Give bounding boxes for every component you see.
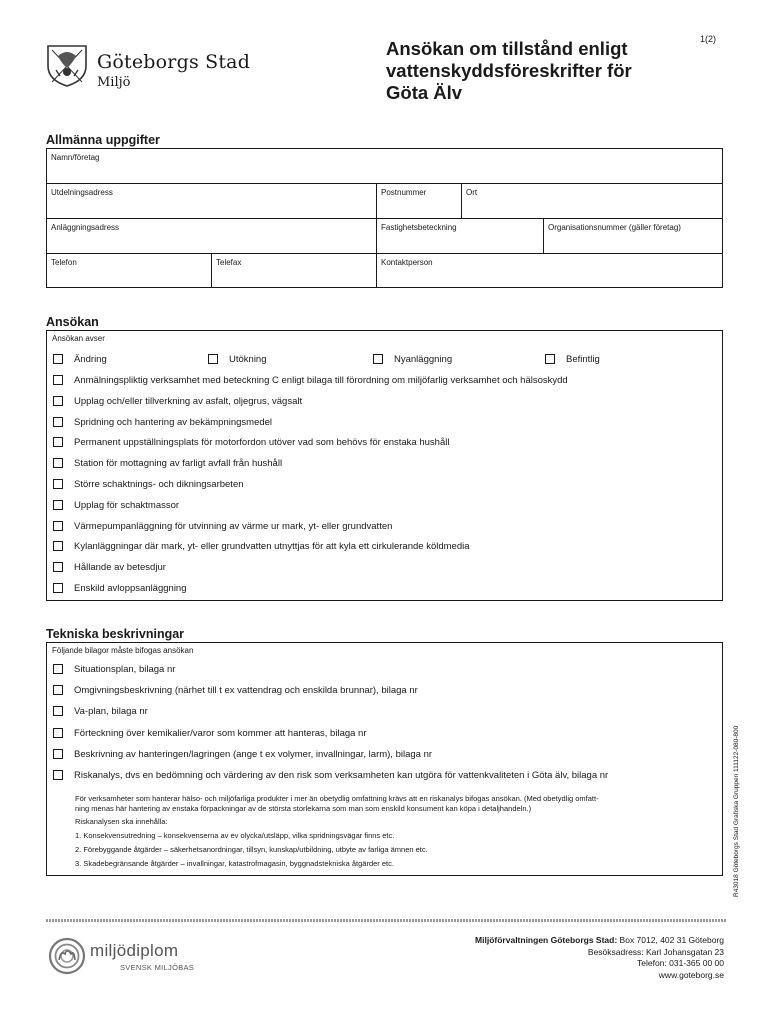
application-type-label: Befintlig	[566, 354, 600, 365]
footer-web[interactable]: www.goteborg.se	[658, 969, 724, 980]
activity-label: Enskild avloppsanläggning	[74, 583, 187, 594]
risk-analysis-note-line: 1. Konsekvensutredning – konsekvenserna av ev olycka/utsläpp, vilka spridningsvägar finns etc.	[75, 831, 395, 840]
postcode-field[interactable]	[376, 185, 461, 218]
general-section-heading: Allmänna uppgifter	[46, 133, 160, 147]
fax-field-label: Telefax	[216, 258, 242, 267]
miljodiplom-name: miljödiplom	[90, 941, 179, 960]
activity-label: Kylanläggningar där mark, yt- eller grundvatten utnyttjas för att kyla ett cirkulerande köldmedia	[74, 541, 470, 553]
address-field-label: Utdelningsadress	[51, 188, 113, 197]
activity-label: Anmälningspliktig verksamhet med beteckning C enligt bilaga till förordning om miljöfarlig verksamhet och hälsoskydd	[74, 375, 568, 386]
footer-phone: Telefon: 031-365 00 00	[637, 958, 724, 968]
activity-label: Värmepumpanläggning för utvinning av värme ur mark, yt- eller grundvatten	[74, 520, 393, 532]
activity-checkbox[interactable]	[53, 396, 63, 406]
risk-analysis-note-line: 3. Skadebegränsande åtgärder – invallningar, katastrofmagasin, byggnadstekniska åtgärder etc.	[75, 859, 394, 868]
facility-address-label: Anläggningsadress	[51, 223, 120, 232]
activity-checkbox[interactable]	[53, 458, 63, 468]
activity-checkbox[interactable]	[53, 375, 63, 385]
application-type-checkbox[interactable]	[545, 354, 555, 364]
attachment-label: Förteckning över kemikalier/varor som kommer att hanteras, bilaga nr	[74, 727, 367, 739]
city-field[interactable]	[461, 185, 723, 218]
name-field[interactable]	[46, 150, 723, 183]
activity-checkbox[interactable]	[53, 583, 63, 593]
address-field[interactable]	[46, 185, 376, 218]
activity-label: Spridning och hantering av bekämpningsmedel	[74, 416, 273, 428]
title-line-2: vattenskyddsföreskrifter för	[386, 60, 632, 81]
attachment-checkbox[interactable]	[53, 749, 63, 759]
activity-checkbox[interactable]	[53, 479, 63, 489]
attachment-checkbox[interactable]	[53, 706, 63, 716]
footer-contact	[475, 935, 724, 981]
activity-checkbox[interactable]	[53, 417, 63, 427]
attachment-label: Riskanalys, dvs en bedömning och värdering av den risk som verksamheten kan utgöra för vattenkvaliteten i Göta älv, bilaga nr	[74, 770, 609, 781]
attachment-label: Beskrivning av hanteringen/lagringen (ange t ex volymer, invallningar, larm), bilaga nr	[74, 748, 433, 760]
phone-field-label: Telefon	[51, 258, 77, 267]
attachment-label: Va-plan, bilaga nr	[74, 706, 148, 718]
attachment-label: Situationsplan, bilaga nr	[74, 664, 176, 675]
activity-checkbox[interactable]	[53, 437, 63, 447]
org-name: Göteborgs Stad	[97, 51, 251, 73]
attachment-checkbox[interactable]	[53, 664, 63, 674]
activity-checkbox[interactable]	[53, 541, 63, 551]
technical-hint: Följande bilagor måste bifogas ansökan	[52, 646, 194, 655]
org-number-label: Organisationsnummer (gäller företag)	[548, 223, 681, 232]
attachment-checkbox[interactable]	[53, 770, 63, 780]
technical-section-heading: Tekniska beskrivningar	[46, 627, 185, 641]
print-code: R43018 Göteborgs Stad Grafiska Gruppen 111122-080-800	[733, 725, 740, 897]
facility-address-field[interactable]	[46, 220, 376, 253]
activity-label: Större schaktnings- och dikningsarbeten	[74, 479, 244, 490]
document-title	[386, 38, 676, 104]
application-type-label: Utökning	[229, 354, 267, 365]
contact-field[interactable]	[376, 255, 723, 288]
goteborg-crest-logo	[44, 42, 90, 88]
name-field-label: Namn/företag	[51, 153, 100, 162]
page-number: 1(2)	[700, 34, 717, 44]
activity-checkbox[interactable]	[53, 500, 63, 510]
title-line-1: Ansökan om tillstånd enligt	[386, 38, 628, 59]
attachment-label: Omgivningsbeskrivning (närhet till t ex vattendrag och enskilda brunnar), bilaga nr	[74, 685, 418, 697]
activity-label: Permanent uppställningsplats för motorfordon utöver vad som behövs för enstaka hushåll	[74, 437, 450, 449]
application-type-label: Ändring	[74, 354, 107, 365]
activity-checkbox[interactable]	[53, 562, 63, 572]
attachment-checkbox[interactable]	[53, 685, 63, 695]
risk-analysis-note-line: Riskanalysen ska innehålla:	[75, 817, 168, 826]
property-field-label: Fastighetsbeteckning	[381, 223, 457, 232]
application-type-checkbox[interactable]	[208, 354, 218, 364]
activity-checkbox[interactable]	[53, 521, 63, 531]
city-field-label: Ort	[466, 188, 478, 197]
postcode-field-label: Postnummer	[381, 188, 427, 197]
activity-label: Upplag och/eller tillverkning av asfalt, oljegrus, vägsalt	[74, 395, 303, 407]
footer-postal-line	[475, 935, 724, 947]
org-number-field[interactable]	[543, 220, 723, 253]
miljodiplom-tagline: SVENSK MILJÖBAS	[120, 963, 195, 972]
application-type-checkbox[interactable]	[53, 354, 63, 364]
property-field[interactable]	[376, 220, 543, 253]
activity-label: Upplag för schaktmassor	[74, 499, 180, 511]
application-hint: Ansökan avser	[52, 334, 105, 343]
risk-analysis-note-line: För verksamheter som hanterar hälso- och miljöfarliga produkter i mer än obetydlig omfattning krävs att en riskanalys bifogas ansökan. (Med obetydlig omfatt-	[75, 794, 599, 803]
org-department: Miljö	[97, 75, 131, 90]
application-type-checkbox[interactable]	[373, 354, 383, 364]
activity-label: Station för mottagning av farligt avfall från hushåll	[74, 458, 283, 470]
application-type-label: Nyanläggning	[394, 354, 453, 365]
footer-postal: Box 7012, 402 31 Göteborg	[617, 935, 724, 945]
fax-field[interactable]	[211, 255, 376, 288]
footer-org: Miljöförvaltningen Göteborgs Stad:	[475, 935, 618, 945]
phone-field[interactable]	[46, 255, 211, 288]
application-section-heading: Ansökan	[46, 315, 99, 329]
title-line-3: Göta Älv	[386, 82, 463, 103]
attachment-checkbox[interactable]	[53, 728, 63, 738]
miljodiplom-logo-icon	[47, 936, 87, 976]
risk-analysis-note-line: ning menas här hantering av enstaka förpackningar av de största storlekarna som man som enskild konsument kan köpa i detaljhandeln.)	[75, 803, 532, 813]
risk-analysis-note-line: 2. Förebyggande åtgärder – säkerhetsanordningar, tillsyn, kunskap/utbildning, utbyte av farliga ämnen etc.	[75, 845, 428, 854]
contact-field-label: Kontaktperson	[381, 258, 433, 267]
footer-visit: Besöksadress: Karl Johansgatan 23	[587, 946, 724, 957]
activity-label: Hållande av betesdjur	[74, 562, 166, 574]
footer-divider	[46, 919, 726, 922]
